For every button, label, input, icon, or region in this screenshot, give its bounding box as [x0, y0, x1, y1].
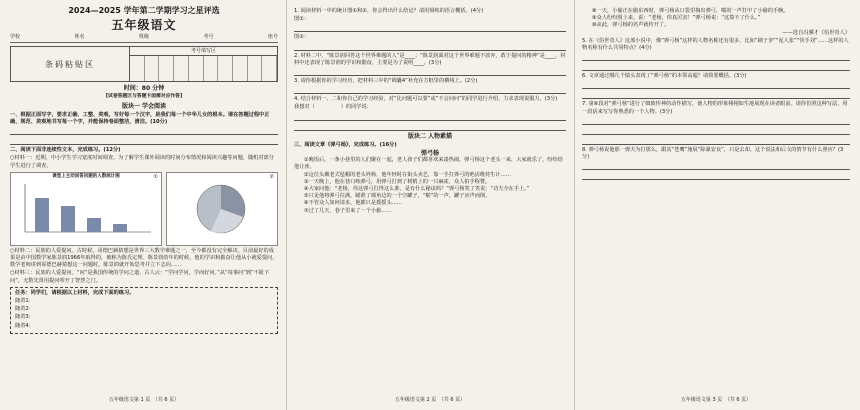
- info-school: 学校: [10, 34, 21, 40]
- info-seat: 座号: [267, 34, 278, 40]
- page-footer: 五年级语文第 1 页 （共 6 页）: [108, 396, 180, 403]
- story-paragraph: ⑨众人纷纷围上来，说：“老杨，你真厉害！”弹弓杨说：“这算不了什么。”: [592, 15, 761, 22]
- q3-blank-1: 图①：: [294, 16, 310, 23]
- page-3: [576, 4, 856, 406]
- bar-chart: [10, 172, 162, 246]
- story-paragraph: ⑦过了几天，巷子里来了一个小偷……: [304, 207, 392, 214]
- answer-line[interactable]: [294, 113, 566, 121]
- answer-line[interactable]: [582, 117, 850, 125]
- question-10: 7. 第⑥段对“弹弓杨”进行了细致传神的动作描写，使人物的形象栩栩如生地展现在读者眼前。请你仿照这种写法，用一段话来写写你熟悉的一个人物。(3分): [582, 101, 848, 115]
- exam-time: 时间：80 分钟: [123, 85, 165, 93]
- info-class: 班级: [138, 34, 149, 40]
- question-5: 3. 请你根据你的学习经历，把材料三中的“锦囊4”补充在方框里的横线上。(2分): [294, 78, 478, 85]
- story-source: ——选自冯骥才《俗世奇人》: [782, 29, 850, 36]
- answer-line[interactable]: [582, 91, 850, 99]
- section-1-title: 版块一 学会阅读: [121, 102, 167, 110]
- answer-line[interactable]: [582, 81, 850, 89]
- story-paragraph: ④大家问他：“老杨，你这弹弓打得这么准，是有什么秘诀吗？”弹弓杨笑了笑说：“功夫全在手上。”: [304, 186, 530, 193]
- question-8: 5. 在《俗世奇人》这部小说中，像“弹弓杨”这样的人物名称还有很多，比如“刷子李”“泥人张”“快手刘”……这样的人物名称有什么共同特点？(4分): [582, 37, 849, 52]
- question-4: 2. 材料二中，“陈景润回答这个世界难题的人”是____；“陈景润面对这个世界难题不放弃，敢于提问的精神”是____，材料中还表现了陈景润的学识和勤奋，主要是为了说明____。(3分): [294, 52, 566, 66]
- chart-label-2: ②: [269, 173, 274, 180]
- exam-number-label: 考号填写区: [130, 47, 277, 56]
- answer-line[interactable]: [582, 53, 850, 61]
- task-line[interactable]: 随着2：: [15, 306, 34, 313]
- task-box-title: 任务：同学们，请根据以上材料，完成下面的练习。: [15, 289, 135, 296]
- story-paragraph: ①晚饭后，一条小巷里的人们聚在一起，老人孩子们都喜欢来凑热闹。弹弓杨这个老头一来，大家就乐了，纷纷给他让座。: [294, 157, 563, 171]
- chart-label-1: ①: [153, 173, 158, 180]
- story-paragraph: ②这位头戴老式毡帽的老头姓杨，他年轻时在街头卖艺，靠一手打弹弓的绝活维持生计……: [304, 171, 511, 178]
- exam-notice: [试卷答题区与答题卡面需对应作答]: [105, 94, 183, 100]
- bar-4: [113, 224, 127, 232]
- student-info-row: [10, 34, 278, 43]
- story-paragraph: ⑥不管众人如何请求，他都只是摇摇头……: [304, 200, 403, 207]
- school-year-title: 2024—2025 学年第二学期学习之星评选: [68, 6, 220, 15]
- task-line[interactable]: 随着3：: [15, 314, 34, 321]
- bar-3: [87, 218, 101, 232]
- barcode-area: [10, 46, 278, 82]
- question-1: 一、根据正面写字，要求正确、工整、美观，写好每一个汉字，是我们每一个中华儿女的根本。请在答题过程中正确、规范、美观地书写每一个字，并能保持卷面整洁，清洁。(10分): [10, 111, 270, 126]
- question-9: 6. 文章通过哪几个镜头表现了“弹弓杨”的本领高超？请简要概括。(3分): [582, 73, 747, 80]
- pie-chart: [166, 172, 278, 246]
- answer-line[interactable]: [294, 86, 566, 94]
- task-line[interactable]: 随着4：: [15, 322, 34, 329]
- charts-row: [10, 172, 278, 246]
- page-footer: 五年级语文第 2 页 （共 6 页）: [394, 396, 466, 403]
- question-11: 8. 弹弓杨说他那一弹夫为打那么，跟其“苍鹰”施展“除暴安良”，只是去却。这个说法和后文的情节有什么照应？(3分): [582, 146, 844, 161]
- page-divider: [286, 0, 287, 410]
- story-title: 弹弓杨: [420, 150, 439, 158]
- answer-line[interactable]: [294, 123, 566, 131]
- answer-line[interactable]: [294, 43, 566, 51]
- answer-line[interactable]: [582, 162, 850, 170]
- answer-line[interactable]: [582, 137, 850, 145]
- q6-blank: 我想对（ ）的同学说：: [294, 104, 372, 111]
- question-2: 二、阅读下面非连续性文本，完成练习。(12分): [10, 147, 121, 154]
- answer-line[interactable]: [294, 24, 566, 32]
- question-3: 1. 阅读材料一中的统计图①和②，你会得出什么结论？请用简练的语言概括。(4分): [294, 8, 484, 14]
- answer-line[interactable]: [582, 172, 850, 180]
- page-1: [4, 4, 284, 406]
- exam-number-cells: [130, 56, 277, 81]
- q3-blank-2: 图②：: [294, 34, 310, 41]
- question-6: 4. 结合材料一、二和你自己的学习经验，对“比问题可以要”或“不会问问”的同学进行介绍，力求表现说服力。(3分): [294, 96, 558, 103]
- subject-title: 五年级语文: [111, 18, 177, 32]
- bar-1: [35, 198, 49, 232]
- page-divider: [574, 0, 575, 410]
- section-2-title: 版块二 人物素描: [407, 132, 453, 140]
- bar-2: [61, 206, 75, 232]
- bar-chart-title: 课堂上主动回答问题的人数统计图: [52, 173, 120, 179]
- barcode-label: 条码粘贴区: [11, 47, 130, 81]
- story-paragraph: ③一天晚上，他在巷口练弹弓，用弹弓打到了树梢上的一只麻雀，众人拍手称赞。: [304, 178, 491, 185]
- answer-line[interactable]: [582, 63, 850, 71]
- writing-line[interactable]: [10, 137, 278, 145]
- pie-chart-svg: [167, 173, 275, 243]
- writing-line[interactable]: [10, 127, 278, 135]
- question-7: 三、阅读文章《弹弓杨》，完成练习。(16分): [294, 141, 397, 148]
- info-name: 姓名: [74, 34, 85, 40]
- page-footer: 五年级语文第 3 页 （共 6 页）: [680, 396, 752, 403]
- page-2: [288, 4, 572, 406]
- exam-number-grid: [130, 47, 277, 81]
- info-exam-no: 考号: [203, 34, 214, 40]
- material-2: ○材料二：民族的人爱提问。古时候，哥德巴赫猜想是世界三大数学难题之一，至今都没有完全解决。目前最好的成果是由中国数学家陈景润1966年取得的，被称为陈氏定理。陈景润幼年的时候，他的学识和勤奋让他从小就爱提问，数学老师讲到哥德巴赫猜想这一问题时，陈景润就开始思考并立下志向……: [10, 247, 278, 269]
- story-paragraph: ⑧一天，小偷正在偷东西时，弹弓杨从口袋里掏出弹弓，啪的一声打中了小偷的手腕。: [592, 8, 789, 14]
- material-1-intro: ○材料一：近期，中小学生学习宽度时间调查。为了解学生课外阅读的时间分布情况和阅读兴趣等问题，随机对部分学生进行了调查。: [10, 155, 274, 169]
- bar-chart-svg: [11, 180, 159, 240]
- task-line[interactable]: 随着1：: [15, 298, 34, 305]
- task-box: [10, 287, 278, 334]
- material-3: ○材料三：民族的人爱提问。“问”是我国传统的学问之道，古人云：“学问学问，学而好问。”从“每事问”到“不耻下问”，无数先贤用提问叩开了智慧之门。: [10, 270, 270, 284]
- answer-line[interactable]: [582, 127, 850, 135]
- answer-line[interactable]: [294, 68, 566, 76]
- story-paragraph: ⑩从此，弹弓杨的名声就传开了。: [592, 22, 670, 29]
- story-paragraph: ⑤只见他将弹弓拉满，瞄准了墙角边的一个空罐子，“啪”的一声，罐子应声而倒。: [304, 193, 491, 200]
